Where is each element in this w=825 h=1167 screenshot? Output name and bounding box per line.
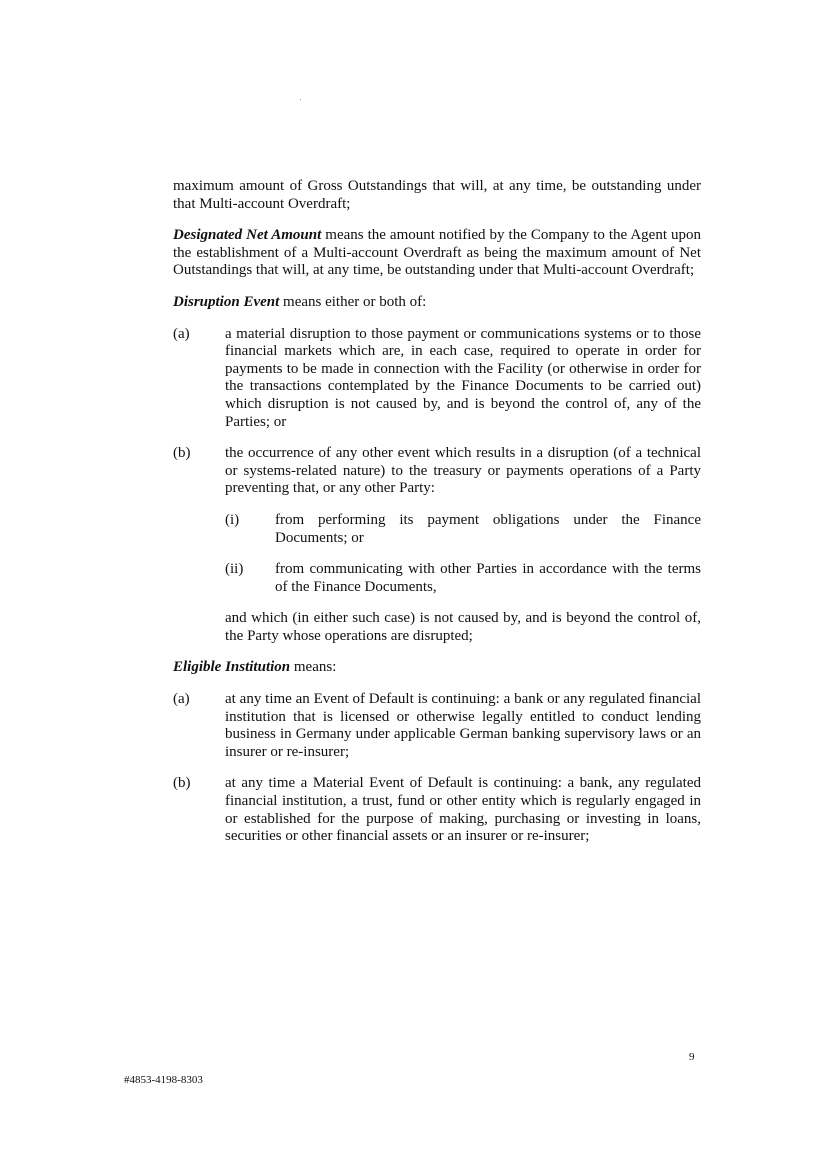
item-text: the occurrence of any other event which results in a disruption (of a technical or systems-related nature) to the treasury or payments operations of a Party preventing that, or any other Party: — [225, 445, 701, 497]
closing-paragraph: and which (in either such case) is not caused by, and is beyond the control of, the Party whose operations are disrupted; — [225, 610, 701, 644]
page-number: 9 — [689, 1051, 695, 1063]
item-label: (a) — [173, 691, 190, 708]
list-item — [173, 691, 701, 761]
item-text: a material disruption to those payment or communications systems or to those financial markets which are, in each case, required to operate in order for payments to be made in connection with the Facility (or otherwise in order for the transactions contemplated by the Finance Documents to be carried out) which disruption is not caused by, and is beyond the control of, any of the Parties; or — [225, 325, 701, 430]
defined-term: Designated Net Amount — [173, 227, 322, 244]
stray-mark — [300, 99, 301, 100]
definition-eligible-institution — [173, 659, 701, 677]
definition-lead: means: — [290, 659, 337, 676]
sub-list-item — [225, 561, 701, 596]
list-item — [173, 445, 701, 498]
document-reference: #4853-4198-8303 — [124, 1074, 203, 1086]
sub-list-item — [225, 512, 701, 547]
intro-fragment: maximum amount of Gross Outstandings that will, at any time, be outstanding under that Multi-account Overdraft; — [173, 178, 701, 212]
item-text: at any time an Event of Default is continuing: a bank or any regulated financial institution that is licensed or otherwise legally entitled to conduct lending business in Germany under applicable German banking supervisory laws or an insurer or re-insurer; — [225, 691, 701, 760]
item-text: at any time a Material Event of Default is continuing: a bank, any regulated financial institution, a trust, fund or other entity which is regularly engaged in or established for the purpose of making, purchasing or investing in loans, securities or other financial assets or an insurer or re-insurer; — [225, 775, 701, 845]
definition-designated-net-amount — [173, 227, 701, 280]
list-item — [173, 775, 701, 845]
defined-term: Disruption Event — [173, 293, 280, 310]
sub-item-label: (ii) — [225, 561, 244, 578]
document-body — [173, 178, 701, 860]
sub-item-text: from communicating with other Parties in accordance with the terms of the Finance Documents, — [275, 561, 701, 595]
list-item — [173, 326, 701, 432]
sub-item-label: (i) — [225, 511, 240, 528]
definition-disruption-event — [173, 294, 701, 312]
item-label: (a) — [173, 325, 190, 342]
item-label: (b) — [173, 775, 191, 792]
definition-lead: means either or both of: — [279, 293, 427, 310]
defined-term: Eligible Institution — [173, 659, 291, 676]
item-label: (b) — [173, 445, 191, 462]
sub-item-text: from performing its payment obligations under the Finance Documents; or — [275, 511, 701, 546]
definition-text: means the amount notified by the Company to the Agent upon the establishment of a Multi-account Overdraft as being the maximum amount of Net Outstandings that will, at any time, be outstanding under that Multi-account Overdraft; — [173, 227, 701, 279]
